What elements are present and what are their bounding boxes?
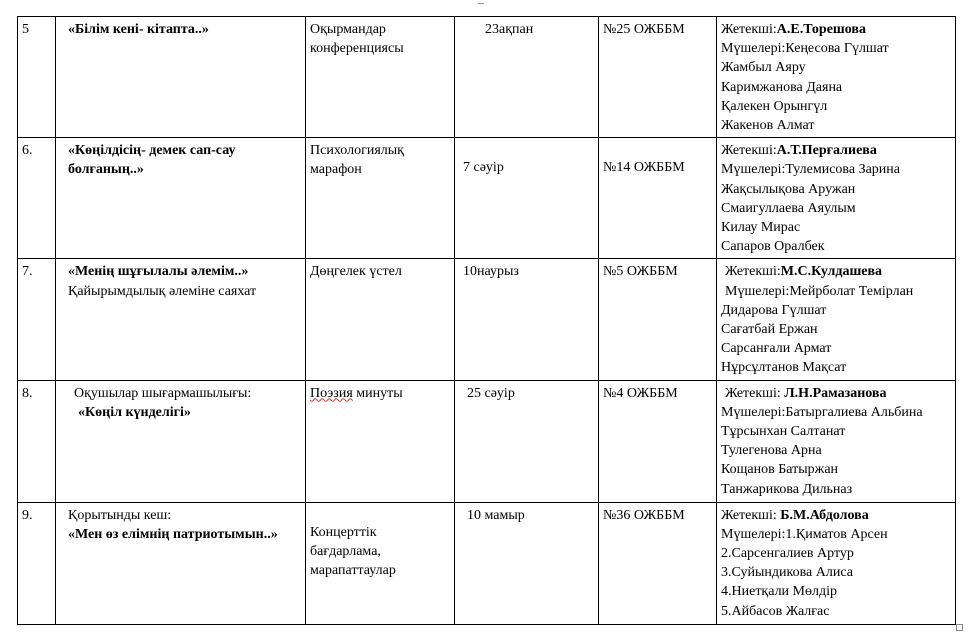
row-number: 6. bbox=[18, 138, 56, 259]
event-form: Концерттік бағдарлама, марапаттаулар bbox=[306, 502, 455, 624]
event-form: Поэзия минуты bbox=[306, 380, 455, 502]
event-title: «Білім кені- кітапта..» bbox=[56, 17, 306, 138]
event-date: 25 сәуір bbox=[455, 380, 599, 502]
row-number: 5 bbox=[18, 17, 56, 138]
leader-name: А.Т.Перғалиева bbox=[776, 143, 877, 159]
event-school: №36 ОЖББМ bbox=[599, 502, 717, 624]
event-school: №4 ОЖББМ bbox=[599, 380, 717, 502]
leader-name: М.С.Кулдашева bbox=[780, 264, 883, 280]
leader-name: Б.М.Абдолова bbox=[780, 507, 869, 523]
event-title: «Менің шұғылалы әлемім..» Қайырымдылық әлеміне саяхат bbox=[56, 259, 306, 380]
event-date: 10 мамыр bbox=[455, 502, 599, 624]
member: Кощанов Батыржан bbox=[721, 462, 839, 478]
row-number: 9. bbox=[18, 502, 56, 624]
member: Жакенов Алмат bbox=[721, 118, 815, 134]
event-title: «Көңілдісің- демек сап-сау болғаның..» bbox=[56, 138, 306, 259]
member: 4.Ниетқали Мөлдір bbox=[721, 584, 837, 600]
member: Каримжанова Даяна bbox=[721, 79, 843, 95]
leader-label: Жетекші: bbox=[721, 507, 781, 523]
member: Жамбыл Аяру bbox=[721, 60, 806, 76]
event-form: Оқырмандар конференциясы bbox=[306, 17, 455, 138]
event-form: Дөңгелек үстел bbox=[306, 259, 455, 380]
event-date: 7 сәуір bbox=[455, 138, 599, 259]
event-team bbox=[717, 17, 956, 138]
row-number: 8. bbox=[18, 380, 56, 502]
event-school: №25 ОЖББМ bbox=[599, 17, 717, 138]
leader-name: А.Е.Торешова bbox=[776, 22, 866, 37]
event-team bbox=[717, 502, 956, 624]
leader-label: Жетекші: bbox=[721, 22, 777, 37]
member: 2.Сарсенгалиев Артур bbox=[721, 546, 854, 562]
leader-label: Жетекші: bbox=[725, 264, 781, 280]
event-team bbox=[717, 259, 956, 380]
event-title: Оқушылар шығармашылығы: «Көңіл күнделігі» bbox=[56, 380, 306, 502]
member: Мүшелері:Мейрболат Темірлан bbox=[725, 283, 914, 299]
event-title: Қорытынды кеш: «Мен өз елімнің патриотымын..» bbox=[56, 502, 306, 624]
leader-name: Л.Н.Рамазанова bbox=[784, 385, 887, 401]
table-row bbox=[18, 502, 956, 624]
member: Қалекен Орынгүл bbox=[721, 98, 828, 114]
table-row bbox=[18, 380, 956, 502]
page-marker bbox=[478, 0, 484, 4]
member: 3.Суйындикова Алиса bbox=[721, 565, 853, 581]
member: Сағатбай Ержан bbox=[721, 322, 818, 338]
leader-label: Жетекші: bbox=[721, 143, 777, 159]
member: Сарсанғали Армат bbox=[721, 341, 832, 357]
member: Тұрсынхан Салтанат bbox=[721, 424, 846, 440]
events-table bbox=[17, 16, 956, 625]
table-row bbox=[18, 17, 956, 138]
event-team bbox=[717, 380, 956, 502]
member: 5.Айбасов Жалғас bbox=[721, 603, 830, 619]
member: Мүшелері:Батыргалиева Альбина bbox=[721, 404, 923, 420]
member: Мүшелері:Кеңесова Гүлшат bbox=[721, 41, 889, 57]
member: Смаигуллаева Аяулым bbox=[721, 200, 856, 216]
table-row bbox=[18, 259, 956, 380]
member: Мүшелері:Тулемисова Зарина bbox=[721, 162, 900, 178]
event-date: 23ақпан bbox=[455, 17, 599, 138]
member: Тулегенова Арна bbox=[721, 443, 822, 459]
member: Жақсылықова Аружан bbox=[721, 181, 856, 197]
member: Сапаров Оралбек bbox=[721, 239, 825, 255]
member: Танжарикова Дильназ bbox=[721, 481, 853, 497]
leader-label: Жетекші: bbox=[725, 385, 785, 401]
spellcheck-word: Поэзия bbox=[310, 385, 353, 401]
member: Нұрсұлтанов Мақсат bbox=[721, 360, 847, 376]
table-resize-handle[interactable] bbox=[956, 624, 963, 631]
row-number: 7. bbox=[18, 259, 56, 380]
event-form: Психологиялық марафон bbox=[306, 138, 455, 259]
event-date: 10наурыз bbox=[455, 259, 599, 380]
member: Дидарова Гүлшат bbox=[721, 302, 827, 318]
event-team bbox=[717, 138, 956, 259]
event-school: №5 ОЖББМ bbox=[599, 259, 717, 380]
table-row bbox=[18, 138, 956, 259]
member: Килау Мирас bbox=[721, 220, 801, 236]
member: Мүшелері:1.Қиматов Арсен bbox=[721, 526, 888, 542]
event-school: №14 ОЖББМ bbox=[599, 138, 717, 259]
